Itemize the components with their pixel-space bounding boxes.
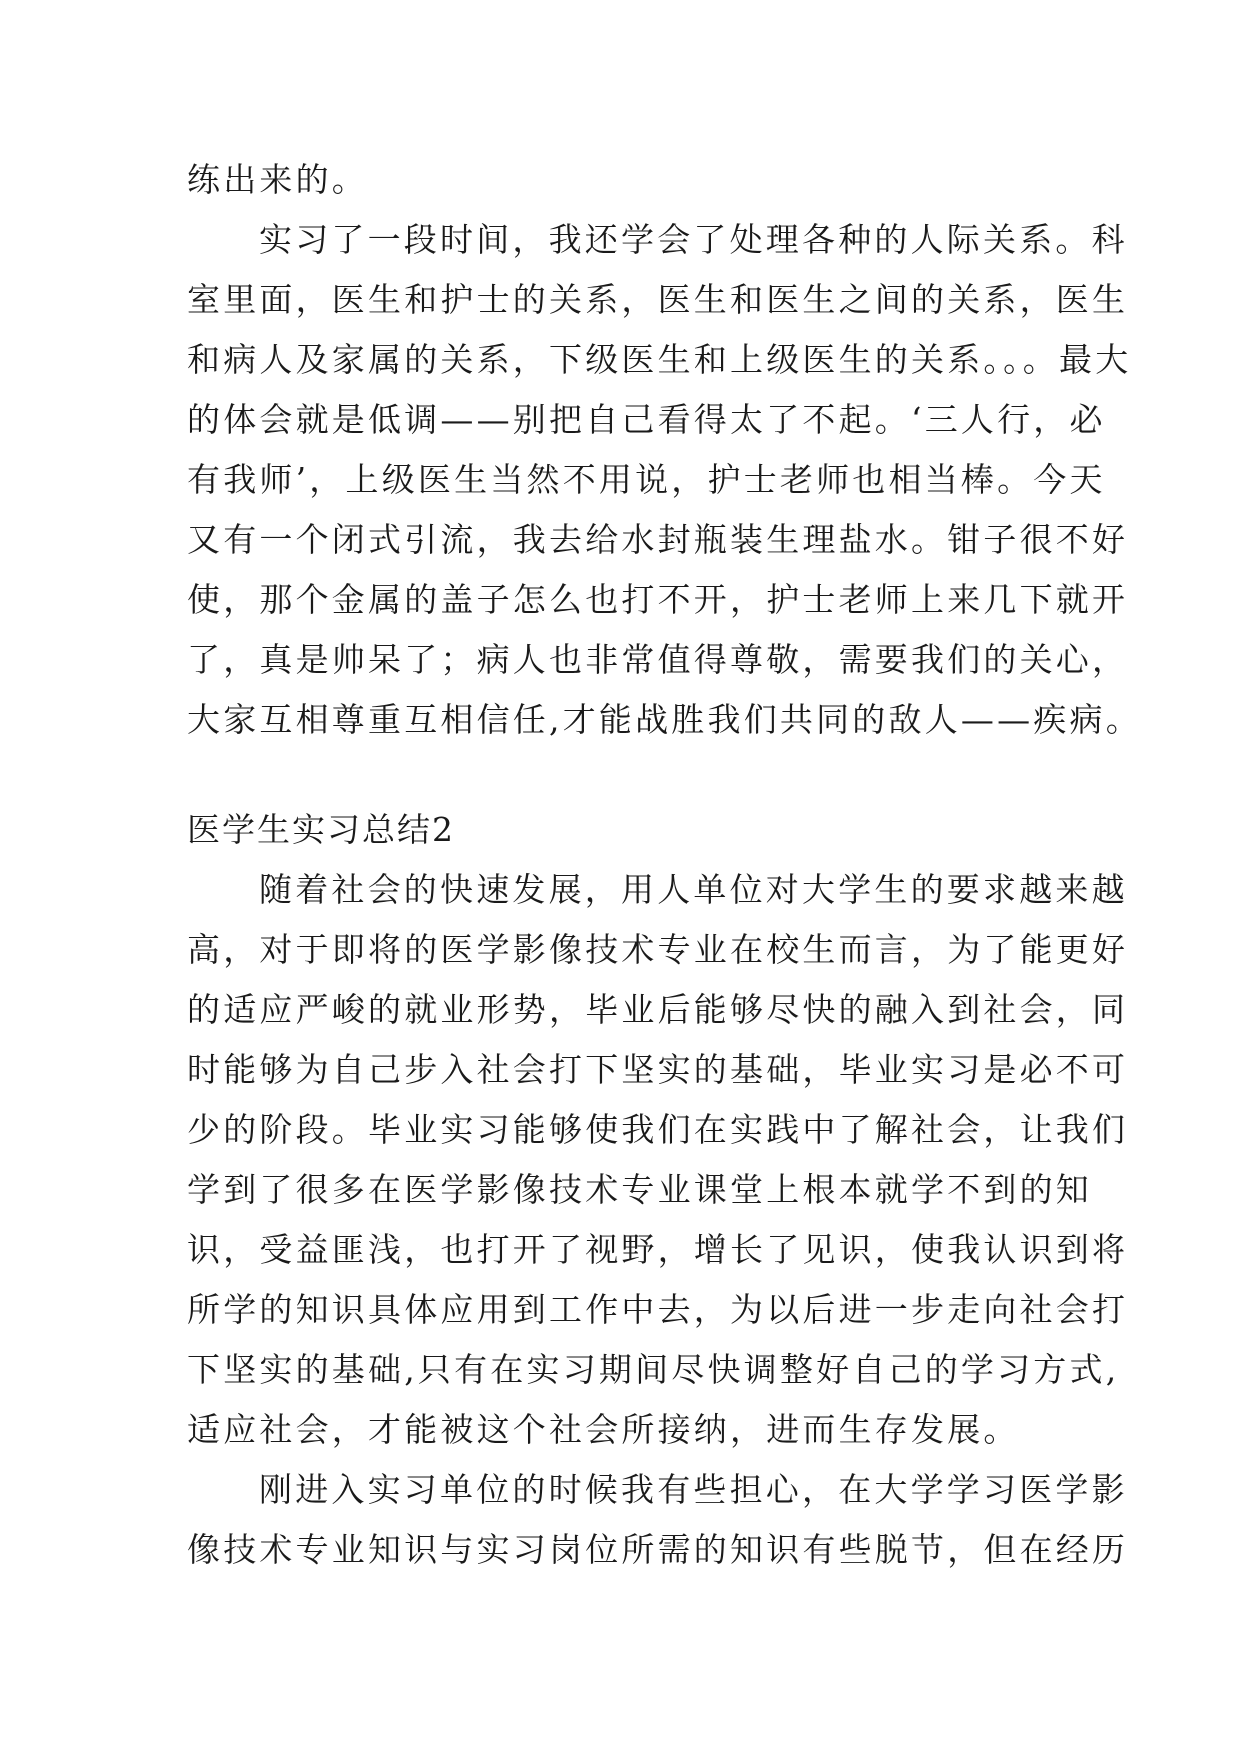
text-line: 像技术专业知识与实习岗位所需的知识有些脱节，但在经历	[187, 1530, 1129, 1569]
text-line: 适应社会，才能被这个社会所接纳，进而生存发展。	[187, 1410, 1020, 1449]
text-line: 识，受益匪浅，也打开了视野，增长了见识，使我认识到将	[187, 1230, 1129, 1269]
text-line: 的适应严峻的就业形势，毕业后能够尽快的融入到社会，同	[187, 990, 1129, 1029]
text-line: 的体会就是低调——别把自己看得太了不起。‘三人行，必	[187, 400, 1106, 439]
text-line: 有我师’，上级医生当然不用说，护士老师也相当棒。今天	[187, 460, 1106, 499]
text-line: 室里面，医生和护士的关系，医生和医生之间的关系，医生	[187, 280, 1129, 319]
document-page	[187, 150, 1142, 1580]
text-line: 使，那个金属的盖子怎么也打不开，护士老师上来几下就开	[187, 580, 1129, 619]
text-line: 所学的知识具体应用到工作中去，为以后进一步走向社会打	[187, 1290, 1129, 1329]
text-line: 刚进入实习单位的时候我有些担心，在大学学习医学影	[259, 1470, 1128, 1509]
text-line: 少的阶段。毕业实习能够使我们在实践中了解社会，让我们	[187, 1110, 1129, 1149]
text-line: 学到了很多在医学影像技术专业课堂上根本就学不到的知	[187, 1170, 1092, 1209]
text-line: 大家互相尊重互相信任,才能战胜我们共同的敌人——疾病。	[187, 700, 1142, 739]
text-line: 时能够为自己步入社会打下坚实的基础，毕业实习是必不可	[187, 1050, 1129, 1089]
text-line: 和病人及家属的关系，下级医生和上级医生的关系。。。最大	[187, 340, 1132, 379]
text-line: 高，对于即将的医学影像技术专业在校生而言，为了能更好	[187, 930, 1129, 969]
text-line: 下坚实的基础,只有在实习期间尽快调整好自己的学习方式,	[187, 1350, 1120, 1389]
paragraph-block-2	[187, 860, 1129, 1580]
text-line: 练出来的。	[187, 160, 368, 199]
section-heading: 医学生实习总结2	[187, 810, 455, 849]
text-line: 随着社会的快速发展，用人单位对大学生的要求越来越	[259, 870, 1128, 909]
text-line: 了，真是帅呆了；病人也非常值得尊敬，需要我们的关心，	[187, 640, 1129, 679]
text-line: 实习了一段时间，我还学会了处理各种的人际关系。科	[259, 220, 1128, 259]
paragraph-block-1	[187, 150, 1142, 750]
text-line: 又有一个闭式引流，我去给水封瓶装生理盐水。钳子很不好	[187, 520, 1129, 559]
